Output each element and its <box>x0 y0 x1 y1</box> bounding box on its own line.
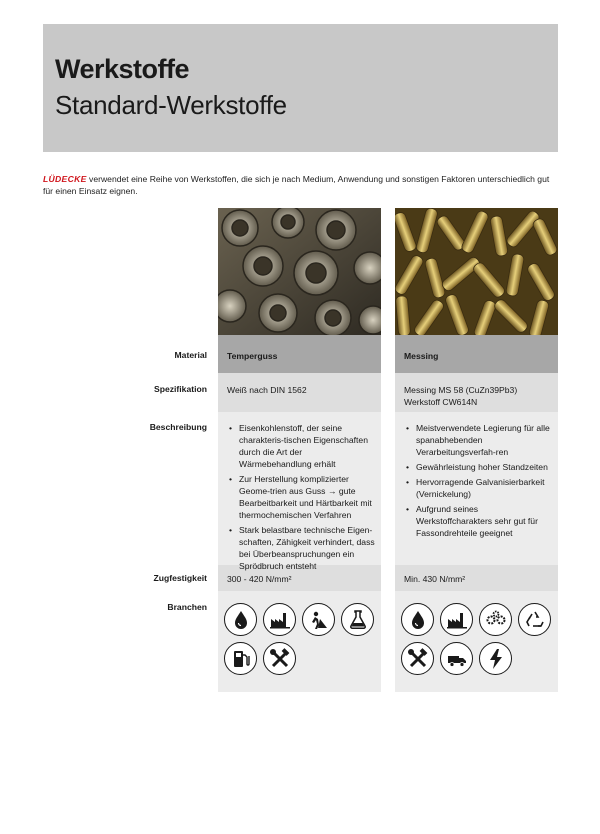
oil-drop-icon <box>224 603 257 636</box>
branchen-icons-b <box>401 603 561 675</box>
beschreibung-list-b <box>406 422 554 542</box>
spezifikation-value-a <box>227 384 307 396</box>
list-item: • Stark belastbare technische Eigen-schaften, Zähigkeit verhindert, dass bei Überbeanspruchungen ein Sprödbruch entsteht <box>239 524 377 572</box>
list-item: • Meistverwendete Legierung für alle spanabhebenden Verarbeitungsverfah-ren <box>416 422 554 458</box>
fuel-pump-icon <box>224 642 257 675</box>
page-subtitle: Standard-Werkstoffe <box>55 90 287 120</box>
material-value-b: Messing <box>404 351 439 361</box>
row-label-beschreibung: Beschreibung <box>149 422 207 432</box>
messing-photo <box>395 208 558 335</box>
spezifikation-line: Messing MS 58 (CuZn39Pb3) <box>404 385 518 395</box>
recycling-icon <box>518 603 551 636</box>
zugfestigkeit-value-b: Min. 430 N/mm² <box>404 574 466 584</box>
temperguss-photo <box>218 208 381 335</box>
tools-icon <box>401 642 434 675</box>
beschreibung-list-a <box>229 422 377 575</box>
lightning-icon <box>479 642 512 675</box>
chemistry-flask-icon <box>341 603 374 636</box>
zugfestigkeit-value-a: 300 - 420 N/mm² <box>227 574 292 584</box>
row-label-material: Material <box>174 350 207 360</box>
branchen-icons-a <box>224 603 384 675</box>
construction-worker-icon <box>302 603 335 636</box>
list-item: • Zur Herstellung komplizierter Geome-trien aus Guss → gute Bearbeitbarkeit und Härtbarkeit mit thermochemischen Verfahren <box>239 473 377 521</box>
truck-icon <box>440 642 473 675</box>
row-label-branchen: Branchen <box>167 602 207 612</box>
factory-icon <box>440 603 473 636</box>
spezifikation-line: Weiß nach DIN 1562 <box>227 385 307 395</box>
row-label-spezifikation: Spezifikation <box>153 384 207 394</box>
list-item: • Aufgrund seines Werkstoffcharakters sehr gut für Fassondrehteile geeignet <box>416 503 554 539</box>
oil-drop-icon <box>401 603 434 636</box>
gears-icon <box>479 603 512 636</box>
brand-name: LÜDECKE <box>43 174 87 184</box>
factory-icon <box>263 603 296 636</box>
spezifikation-value-b <box>404 384 517 408</box>
list-item: • Eisenkohlenstoff, der seine charakteris-tischen Eigenschaften durch die Art der Wärmebehandlung erhält <box>239 422 377 470</box>
list-item: • Hervorragende Galvanisierbarkeit (Vernickelung) <box>416 476 554 500</box>
intro-text: verwendet eine Reihe von Werkstoffen, die sich je nach Medium, Anwendung und sonstigen Faktoren unterschiedlich gut für einen Einsatz eignen. <box>43 174 550 196</box>
material-value-a: Temperguss <box>227 351 278 361</box>
page-title: Werkstoffe <box>55 54 190 84</box>
spezifikation-line: Werkstoff CW614N <box>404 397 478 407</box>
list-item: • Gewährleistung hoher Standzeiten <box>416 461 554 473</box>
intro-paragraph <box>43 173 558 197</box>
tools-icon <box>263 642 296 675</box>
row-label-zugfestigkeit: Zugfestigkeit <box>153 573 207 583</box>
page-header <box>43 24 558 152</box>
